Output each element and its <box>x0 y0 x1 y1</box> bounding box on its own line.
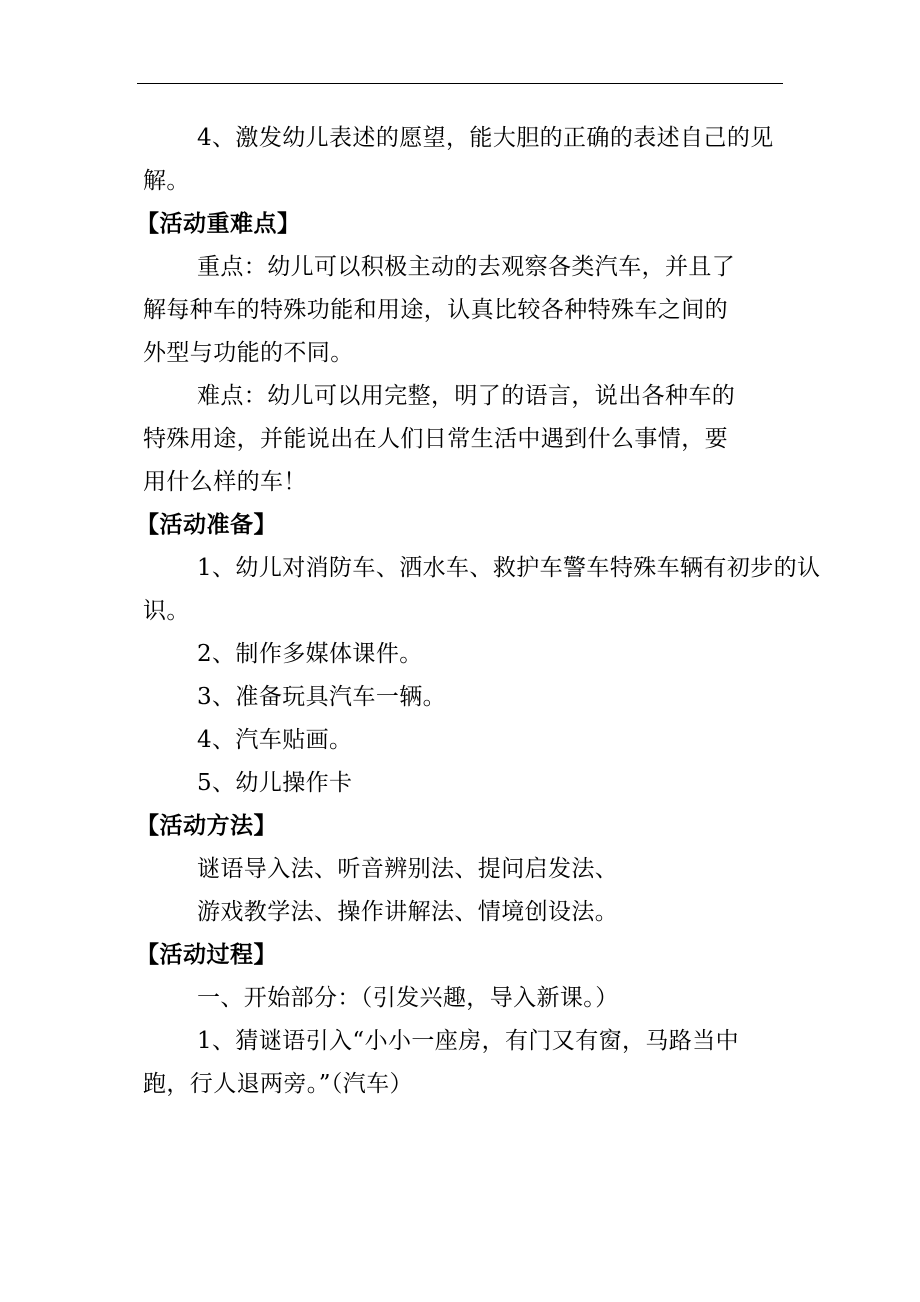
header-rule <box>137 83 783 84</box>
paragraph-line: 解。 <box>143 168 190 194</box>
paragraph-line: 重点：幼儿可以积极主动的去观察各类汽车，并且了 <box>197 254 736 280</box>
paragraph-line: 4、激发幼儿表述的愿望，能大胆的正确的表述自己的见 <box>197 125 774 151</box>
paragraph-line: 解每种车的特殊功能和用途，认真比较各种特殊车之间的 <box>143 297 728 323</box>
section-heading: 【活动方法】 <box>136 812 277 839</box>
paragraph-line: 1、幼儿对消防车、洒水车、救护车警车特殊车辆有初步的认 <box>197 555 821 581</box>
list-item: 5、幼儿操作卡 <box>197 770 353 796</box>
paragraph-line: 难点：幼儿可以用完整，明了的语言，说出各种车的 <box>197 383 736 409</box>
paragraph-line: 1、猜谜语引入“小小一座房，有门又有窗，马路当中 <box>197 1028 739 1054</box>
paragraph-line: 外型与功能的不同。 <box>143 340 354 366</box>
list-item: 3、准备玩具汽车一辆。 <box>197 684 447 710</box>
section-heading: 【活动过程】 <box>136 941 277 968</box>
paragraph-line: 识。 <box>143 598 190 624</box>
paragraph-line: 一、开始部分：（引发兴趣，导入新课。） <box>197 985 619 1011</box>
paragraph-line: 用什么样的车！ <box>143 469 307 495</box>
section-heading: 【活动重难点】 <box>136 210 301 237</box>
paragraph-line: 游戏教学法、操作讲解法、情境创设法。 <box>197 899 619 925</box>
paragraph-line: 谜语导入法、听音辨别法、提问启发法、 <box>197 856 619 882</box>
list-item: 4、汽车贴画。 <box>197 727 353 753</box>
list-item: 2、制作多媒体课件。 <box>197 641 423 667</box>
section-heading: 【活动准备】 <box>136 511 277 538</box>
paragraph-line: 特殊用途，并能说出在人们日常生活中遇到什么事情，要 <box>143 426 728 452</box>
paragraph-line: 跑，行人退两旁。”（汽车） <box>143 1071 413 1097</box>
